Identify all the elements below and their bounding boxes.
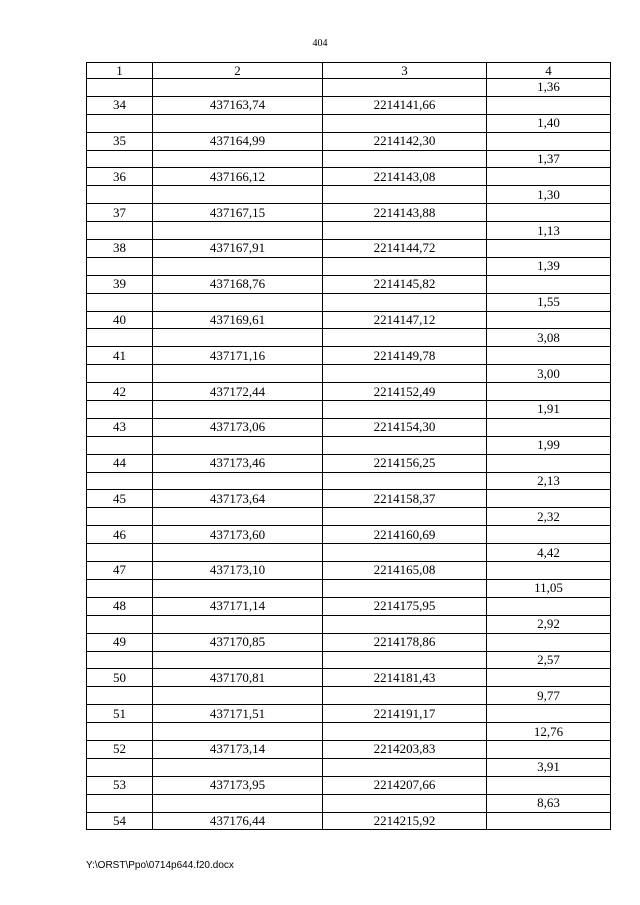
distance-cell: [487, 311, 611, 329]
table-header-row: [87, 63, 611, 79]
point-number-cell: 47: [87, 562, 153, 580]
point-number-cell: 38: [87, 240, 153, 258]
distance-cell: 12,76: [487, 723, 611, 741]
distance-cell: 1,37: [487, 150, 611, 168]
column-header-4: 4: [487, 63, 611, 79]
point-number-cell: 52: [87, 740, 153, 758]
distance-cell: 1,13: [487, 222, 611, 240]
y-coordinate-cell: 2214154,30: [323, 418, 487, 436]
x-coordinate-cell: [153, 329, 323, 347]
x-coordinate-cell: [153, 794, 323, 812]
distance-cell: [487, 240, 611, 258]
point-number-cell: 53: [87, 776, 153, 794]
x-coordinate-cell: [153, 544, 323, 562]
table-row: [87, 114, 611, 132]
distance-cell: [487, 132, 611, 150]
y-coordinate-cell: 2214144,72: [323, 240, 487, 258]
x-coordinate-cell: [153, 293, 323, 311]
point-number-cell: [87, 114, 153, 132]
y-coordinate-cell: [323, 615, 487, 633]
distance-cell: 3,08: [487, 329, 611, 347]
distance-cell: [487, 705, 611, 723]
table-row: [87, 723, 611, 741]
x-coordinate-cell: 437171,16: [153, 347, 323, 365]
x-coordinate-cell: 437166,12: [153, 168, 323, 186]
point-number-cell: [87, 794, 153, 812]
distance-cell: 3,00: [487, 365, 611, 383]
point-number-cell: 35: [87, 132, 153, 150]
point-number-cell: [87, 436, 153, 454]
y-coordinate-cell: 2214156,25: [323, 454, 487, 472]
point-number-cell: 48: [87, 597, 153, 615]
footer-file-path: Y:\ORST\Ppo\0714p644.f20.docx: [86, 860, 234, 871]
table-row: [87, 633, 611, 651]
table-row: [87, 204, 611, 222]
distance-cell: 1,36: [487, 79, 611, 97]
distance-cell: [487, 776, 611, 794]
point-number-cell: [87, 293, 153, 311]
x-coordinate-cell: 437170,85: [153, 633, 323, 651]
y-coordinate-cell: [323, 651, 487, 669]
distance-cell: [487, 669, 611, 687]
point-number-cell: [87, 508, 153, 526]
y-coordinate-cell: 2214143,88: [323, 204, 487, 222]
table-row: [87, 454, 611, 472]
column-header-2: 2: [153, 63, 323, 79]
y-coordinate-cell: [323, 150, 487, 168]
y-coordinate-cell: 2214142,30: [323, 132, 487, 150]
x-coordinate-cell: 437176,44: [153, 812, 323, 830]
y-coordinate-cell: [323, 579, 487, 597]
distance-cell: 3,91: [487, 758, 611, 776]
distance-cell: 11,05: [487, 579, 611, 597]
distance-cell: [487, 526, 611, 544]
y-coordinate-cell: 2214181,43: [323, 669, 487, 687]
distance-cell: [487, 204, 611, 222]
x-coordinate-cell: 437169,61: [153, 311, 323, 329]
table-row: [87, 186, 611, 204]
x-coordinate-cell: [153, 79, 323, 97]
table-row: [87, 562, 611, 580]
table-row: [87, 383, 611, 401]
distance-cell: [487, 633, 611, 651]
y-coordinate-cell: [323, 723, 487, 741]
point-number-cell: [87, 401, 153, 419]
x-coordinate-cell: [153, 222, 323, 240]
x-coordinate-cell: [153, 365, 323, 383]
point-number-cell: 36: [87, 168, 153, 186]
x-coordinate-cell: 437168,76: [153, 275, 323, 293]
distance-cell: [487, 490, 611, 508]
point-number-cell: 44: [87, 454, 153, 472]
table-body: [87, 79, 611, 830]
table-row: [87, 597, 611, 615]
column-header-3: 3: [323, 63, 487, 79]
x-coordinate-cell: 437167,91: [153, 240, 323, 258]
table-row: [87, 96, 611, 114]
table-row: [87, 794, 611, 812]
point-number-cell: 49: [87, 633, 153, 651]
distance-cell: [487, 96, 611, 114]
column-header-1: 1: [87, 63, 153, 79]
distance-cell: [487, 812, 611, 830]
y-coordinate-cell: 2214191,17: [323, 705, 487, 723]
x-coordinate-cell: 437167,15: [153, 204, 323, 222]
distance-cell: 2,92: [487, 615, 611, 633]
distance-cell: 1,91: [487, 401, 611, 419]
point-number-cell: [87, 329, 153, 347]
x-coordinate-cell: 437173,60: [153, 526, 323, 544]
table-row: [87, 490, 611, 508]
y-coordinate-cell: [323, 508, 487, 526]
x-coordinate-cell: [153, 472, 323, 490]
distance-cell: [487, 454, 611, 472]
x-coordinate-cell: 437173,64: [153, 490, 323, 508]
x-coordinate-cell: 437171,14: [153, 597, 323, 615]
y-coordinate-cell: 2214158,37: [323, 490, 487, 508]
point-number-cell: 41: [87, 347, 153, 365]
distance-cell: [487, 740, 611, 758]
point-number-cell: 46: [87, 526, 153, 544]
x-coordinate-cell: [153, 186, 323, 204]
distance-cell: 1,40: [487, 114, 611, 132]
x-coordinate-cell: [153, 436, 323, 454]
point-number-cell: 40: [87, 311, 153, 329]
distance-cell: 1,30: [487, 186, 611, 204]
table-row: [87, 329, 611, 347]
x-coordinate-cell: [153, 758, 323, 776]
table-row: [87, 79, 611, 97]
table-row: [87, 275, 611, 293]
y-coordinate-cell: 2214203,83: [323, 740, 487, 758]
distance-cell: [487, 562, 611, 580]
y-coordinate-cell: 2214145,82: [323, 275, 487, 293]
x-coordinate-cell: [153, 401, 323, 419]
x-coordinate-cell: 437170,81: [153, 669, 323, 687]
y-coordinate-cell: [323, 401, 487, 419]
point-number-cell: [87, 723, 153, 741]
y-coordinate-cell: 2214141,66: [323, 96, 487, 114]
point-number-cell: [87, 758, 153, 776]
table-row: [87, 508, 611, 526]
y-coordinate-cell: 2214175,95: [323, 597, 487, 615]
table-row: [87, 168, 611, 186]
distance-cell: [487, 418, 611, 436]
table-row: [87, 758, 611, 776]
y-coordinate-cell: [323, 79, 487, 97]
y-coordinate-cell: 2214178,86: [323, 633, 487, 651]
x-coordinate-cell: 437172,44: [153, 383, 323, 401]
distance-cell: [487, 347, 611, 365]
point-number-cell: [87, 544, 153, 562]
x-coordinate-cell: [153, 114, 323, 132]
table-row: [87, 293, 611, 311]
point-number-cell: 45: [87, 490, 153, 508]
point-number-cell: [87, 615, 153, 633]
page-number: 404: [312, 38, 328, 49]
point-number-cell: [87, 79, 153, 97]
distance-cell: [487, 275, 611, 293]
y-coordinate-cell: [323, 365, 487, 383]
point-number-cell: [87, 222, 153, 240]
y-coordinate-cell: 2214165,08: [323, 562, 487, 580]
x-coordinate-cell: [153, 579, 323, 597]
point-number-cell: 51: [87, 705, 153, 723]
x-coordinate-cell: 437173,95: [153, 776, 323, 794]
distance-cell: 8,63: [487, 794, 611, 812]
table-row: [87, 365, 611, 383]
table-row: [87, 812, 611, 830]
x-coordinate-cell: [153, 257, 323, 275]
y-coordinate-cell: [323, 114, 487, 132]
point-number-cell: 34: [87, 96, 153, 114]
y-coordinate-cell: [323, 222, 487, 240]
point-number-cell: 42: [87, 383, 153, 401]
table-row: [87, 132, 611, 150]
table-row: [87, 544, 611, 562]
distance-cell: [487, 168, 611, 186]
y-coordinate-cell: 2214149,78: [323, 347, 487, 365]
x-coordinate-cell: [153, 723, 323, 741]
distance-cell: 2,32: [487, 508, 611, 526]
table-row: [87, 651, 611, 669]
y-coordinate-cell: [323, 758, 487, 776]
y-coordinate-cell: [323, 257, 487, 275]
table-row: [87, 418, 611, 436]
y-coordinate-cell: 2214215,92: [323, 812, 487, 830]
table-row: [87, 222, 611, 240]
x-coordinate-cell: 437164,99: [153, 132, 323, 150]
y-coordinate-cell: 2214152,49: [323, 383, 487, 401]
point-number-cell: 50: [87, 669, 153, 687]
table-row: [87, 669, 611, 687]
x-coordinate-cell: [153, 150, 323, 168]
x-coordinate-cell: [153, 651, 323, 669]
point-number-cell: [87, 365, 153, 383]
distance-cell: 1,99: [487, 436, 611, 454]
y-coordinate-cell: [323, 687, 487, 705]
point-number-cell: [87, 257, 153, 275]
table-row: [87, 472, 611, 490]
y-coordinate-cell: 2214147,12: [323, 311, 487, 329]
table-row: [87, 579, 611, 597]
point-number-cell: 39: [87, 275, 153, 293]
point-number-cell: [87, 186, 153, 204]
point-number-cell: [87, 579, 153, 597]
table-row: [87, 401, 611, 419]
distance-cell: 2,57: [487, 651, 611, 669]
distance-cell: 4,42: [487, 544, 611, 562]
y-coordinate-cell: 2214143,08: [323, 168, 487, 186]
table-row: [87, 240, 611, 258]
y-coordinate-cell: [323, 472, 487, 490]
x-coordinate-cell: 437173,14: [153, 740, 323, 758]
x-coordinate-cell: [153, 615, 323, 633]
y-coordinate-cell: 2214207,66: [323, 776, 487, 794]
y-coordinate-cell: [323, 329, 487, 347]
y-coordinate-cell: [323, 436, 487, 454]
point-number-cell: 43: [87, 418, 153, 436]
x-coordinate-cell: 437173,10: [153, 562, 323, 580]
distance-cell: 1,39: [487, 257, 611, 275]
table-row: [87, 150, 611, 168]
table-row: [87, 740, 611, 758]
distance-cell: 9,77: [487, 687, 611, 705]
point-number-cell: 54: [87, 812, 153, 830]
point-number-cell: [87, 687, 153, 705]
x-coordinate-cell: 437163,74: [153, 96, 323, 114]
y-coordinate-cell: [323, 794, 487, 812]
distance-cell: 2,13: [487, 472, 611, 490]
table-row: [87, 687, 611, 705]
y-coordinate-cell: [323, 544, 487, 562]
distance-cell: [487, 383, 611, 401]
table-row: [87, 311, 611, 329]
x-coordinate-cell: [153, 508, 323, 526]
table-row: [87, 705, 611, 723]
y-coordinate-cell: 2214160,69: [323, 526, 487, 544]
table-row: [87, 257, 611, 275]
y-coordinate-cell: [323, 186, 487, 204]
point-number-cell: 37: [87, 204, 153, 222]
point-number-cell: [87, 150, 153, 168]
table-row: [87, 436, 611, 454]
x-coordinate-cell: 437173,06: [153, 418, 323, 436]
table-row: [87, 526, 611, 544]
distance-cell: 1,55: [487, 293, 611, 311]
point-number-cell: [87, 651, 153, 669]
table-row: [87, 615, 611, 633]
distance-cell: [487, 597, 611, 615]
x-coordinate-cell: [153, 687, 323, 705]
x-coordinate-cell: 437173,46: [153, 454, 323, 472]
point-number-cell: [87, 472, 153, 490]
coordinates-table: [86, 62, 611, 830]
x-coordinate-cell: 437171,51: [153, 705, 323, 723]
table-row: [87, 776, 611, 794]
table-row: [87, 347, 611, 365]
y-coordinate-cell: [323, 293, 487, 311]
